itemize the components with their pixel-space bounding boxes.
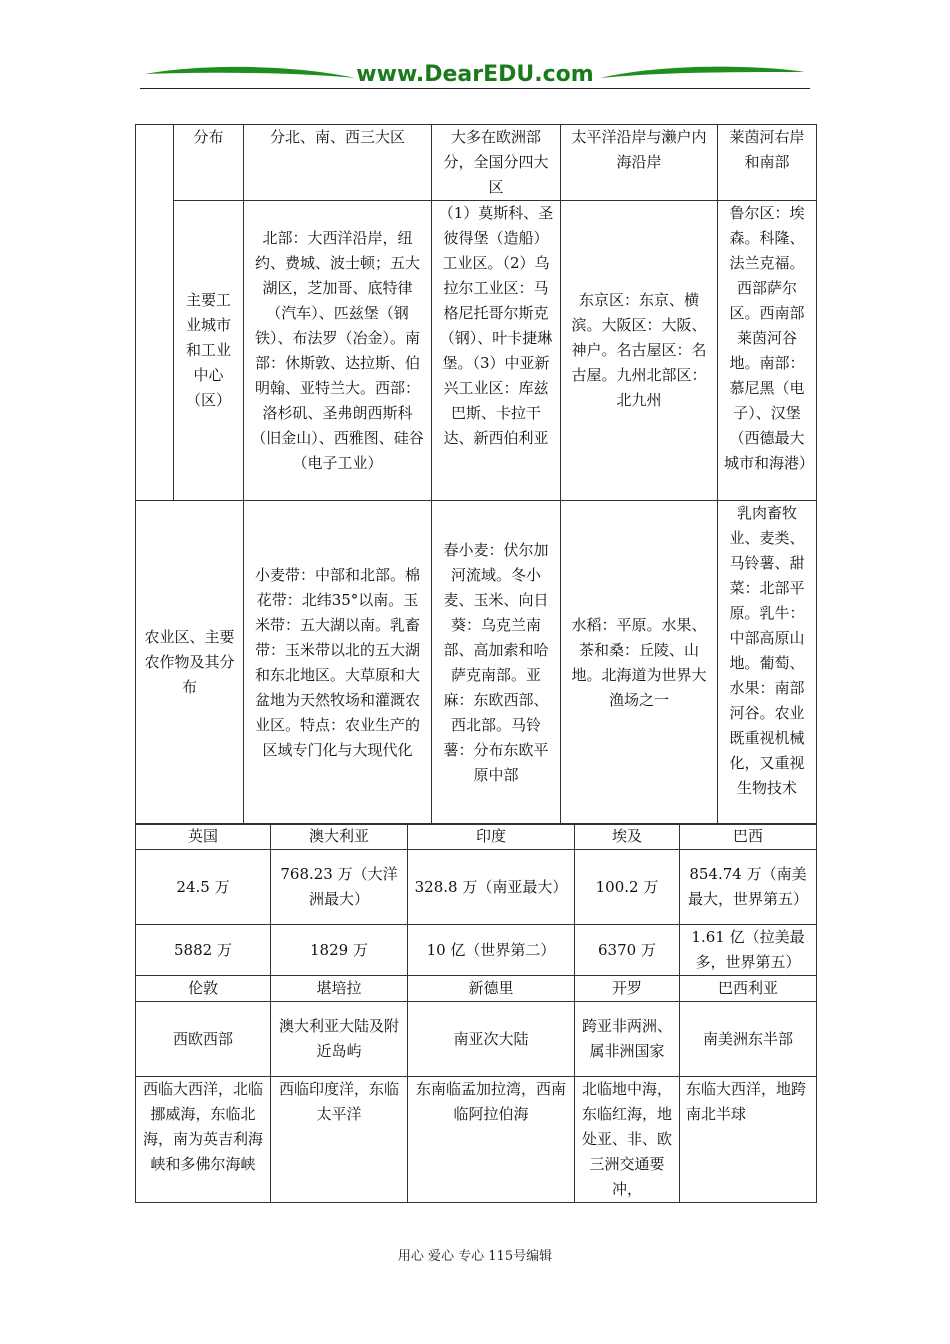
row-label: 农业区、主要农作物及其分布	[136, 501, 244, 825]
russia-cell: 春小麦：伏尔加河流域。冬小麦、玉米、向日葵：乌克兰南部、高加索和哈萨克南部。亚麻：东欧西部、西北部。马铃薯：分布东欧平原中部	[432, 501, 561, 825]
country-header: 埃及	[575, 824, 680, 850]
japan-cell: 太平洋沿岸与濑户内海沿岸	[561, 125, 718, 201]
area-cell: 100.2 万	[575, 850, 680, 925]
capital-cell: 伦敦	[136, 976, 271, 1002]
japan-cell: 水稻：平原。水果、茶和桑：丘陵、山地。北海道为世界大渔场之一	[561, 501, 718, 825]
population-cell: 10 亿（世界第二）	[408, 925, 575, 976]
population-cell: 1829 万	[271, 925, 408, 976]
area-cell: 24.5 万	[136, 850, 271, 925]
location-cell: 南亚次大陆	[408, 1002, 575, 1077]
table-row	[136, 824, 817, 850]
us-cell: 北部：大西洋沿岸，纽约、费城、波士顿；五大湖区，芝加哥、底特律（汽车）、匹兹堡（钢铁）、布法罗（冶金）。南部：休斯敦、达拉斯、伯明翰、亚特兰大。西部：洛杉矶、圣弗朗西斯科（旧金山）、西雅图、硅谷（电子工业）	[244, 201, 432, 501]
area-cell: 854.74 万（南美最大，世界第五）	[680, 850, 817, 925]
header-rule	[140, 88, 810, 89]
germany-cell: 鲁尔区：埃森。科隆、法兰克福。西部萨尔区。西南部莱茵河谷地。南部：慕尼黑（电子）、汉堡（西德最大城市和海港）	[718, 201, 817, 501]
location-cell: 澳大利亚大陆及附近岛屿	[271, 1002, 408, 1077]
page-header	[140, 58, 810, 94]
germany-cell: 莱茵河右岸和南部	[718, 125, 817, 201]
capital-cell: 新德里	[408, 976, 575, 1002]
borders-cell: 西临印度洋，东临太平洋	[271, 1077, 408, 1203]
country-header: 英国	[136, 824, 271, 850]
row-label: 分布	[174, 125, 244, 201]
table-row	[136, 850, 817, 925]
population-cell: 5882 万	[136, 925, 271, 976]
country-facts-table	[135, 823, 817, 1203]
us-cell: 小麦带：中部和北部。棉花带：北纬35°以南。玉米带：五大湖以南。乳畜带：玉米带以北的五大湖和东北地区。大草原和大盆地为天然牧场和灌溉农业区。特点：农业生产的区域专门化与大现代化	[244, 501, 432, 825]
japan-cell: 东京区：东京、横滨。大阪区：大阪、神户。名古屋区：名古屋。九州北部区：北九州	[561, 201, 718, 501]
table-row	[136, 1077, 817, 1203]
area-cell: 328.8 万（南亚最大）	[408, 850, 575, 925]
area-cell: 768.23 万（大洋洲最大）	[271, 850, 408, 925]
location-cell: 南美洲东半部	[680, 1002, 817, 1077]
country-header: 澳大利亚	[271, 824, 408, 850]
table-row	[136, 125, 817, 201]
location-cell: 西欧西部	[136, 1002, 271, 1077]
russia-cell: （1）莫斯科、圣彼得堡（造船）工业区。（2）乌拉尔工业区：马格尼托哥尔斯克（钢）、叶卡捷琳堡。（3）中亚新兴工业区：库兹巴斯、卡拉干达、新西伯利亚	[432, 201, 561, 501]
table-row	[136, 501, 817, 825]
site-logo-text: www.DearEDU.com	[356, 62, 594, 87]
page-footer: 用心 爱心 专心 115号编辑	[397, 1249, 553, 1264]
industry-agriculture-table	[135, 124, 817, 825]
russia-cell: 大多在欧洲部分，全国分四大区	[432, 125, 561, 201]
table-row	[136, 201, 817, 501]
capital-cell: 堪培拉	[271, 976, 408, 1002]
table-row	[136, 1002, 817, 1077]
population-cell: 6370 万	[575, 925, 680, 976]
country-header: 印度	[408, 824, 575, 850]
borders-cell: 西临大西洋，北临挪威海，东临北海，南为英吉利海峡和多佛尔海峡	[136, 1077, 271, 1203]
table-row	[136, 925, 817, 976]
row-label: 主要工业城市和工业中心（区）	[174, 201, 244, 501]
country-header: 巴西	[680, 824, 817, 850]
location-cell: 跨亚非两洲、属非洲国家	[575, 1002, 680, 1077]
empty-cell	[136, 125, 174, 501]
germany-cell: 乳肉畜牧业、麦类、马铃薯、甜菜：北部平原。乳牛：中部高原山地。葡萄、水果：南部河谷。农业既重视机械化，又重视生物技术	[718, 501, 817, 825]
capital-cell: 巴西利亚	[680, 976, 817, 1002]
capital-cell: 开罗	[575, 976, 680, 1002]
table-row	[136, 976, 817, 1002]
borders-cell: 东南临孟加拉湾，西南临阿拉伯海	[408, 1077, 575, 1203]
borders-cell: 东临大西洋，地跨南北半球	[680, 1077, 817, 1203]
population-cell: 1.61 亿（拉美最多，世界第五）	[680, 925, 817, 976]
us-cell: 分北、南、西三大区	[244, 125, 432, 201]
borders-cell: 北临地中海，东临红海，地处亚、非、欧三洲交通要冲，	[575, 1077, 680, 1203]
